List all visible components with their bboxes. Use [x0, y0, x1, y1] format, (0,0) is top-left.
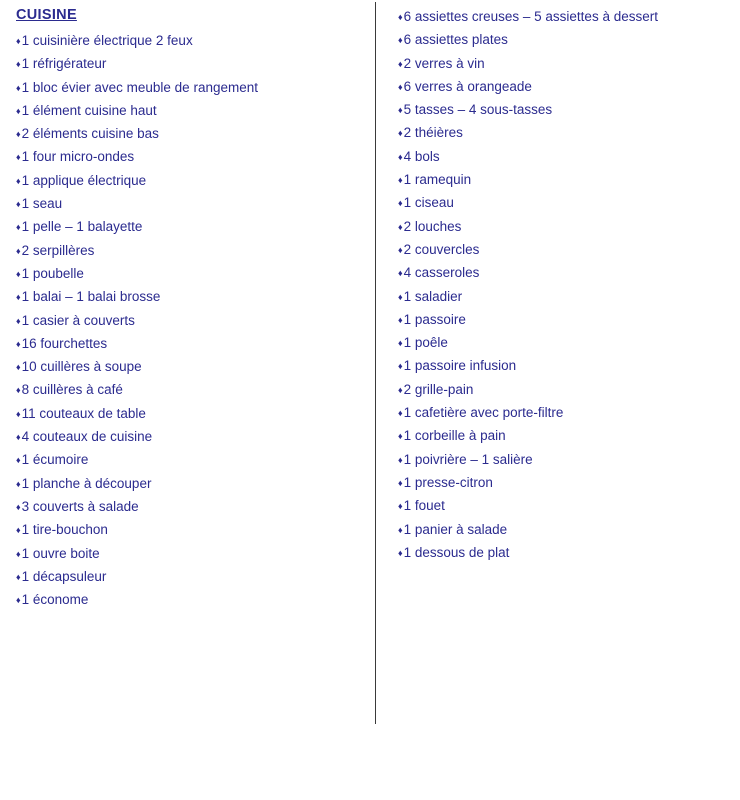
list-item-label: 1 passoire — [403, 311, 466, 327]
list-item-label: 1 panier à salade — [403, 521, 508, 537]
list-item-label: 1 applique électrique — [21, 172, 147, 188]
diamond-bullet-icon: ♦ — [398, 268, 403, 279]
list-item-label: 1 passoire infusion — [403, 358, 517, 374]
diamond-bullet-icon: ♦ — [16, 199, 21, 210]
list-item — [16, 589, 365, 612]
list-item — [398, 192, 732, 215]
list-item — [16, 170, 365, 193]
list-item — [16, 566, 365, 589]
diamond-bullet-icon: ♦ — [398, 338, 403, 349]
diamond-bullet-icon: ♦ — [398, 501, 403, 512]
diamond-bullet-icon: ♦ — [16, 245, 21, 256]
list-item — [16, 146, 365, 169]
list-item — [398, 29, 732, 52]
diamond-bullet-icon: ♦ — [398, 477, 403, 488]
list-item-label: 4 couteaux de cuisine — [21, 429, 153, 445]
diamond-bullet-icon: ♦ — [16, 408, 21, 419]
list-item — [398, 76, 732, 99]
list-item-label: 10 cuillères à soupe — [21, 359, 142, 375]
list-item-label: 1 réfrigérateur — [21, 56, 107, 72]
list-item-label: 6 verres à orangeade — [403, 78, 532, 94]
list-item — [398, 53, 732, 76]
list-item-label: 8 cuillères à café — [21, 382, 123, 398]
list-item — [398, 519, 732, 542]
list-item — [16, 286, 365, 309]
list-item — [398, 542, 732, 565]
list-item-label: 2 éléments cuisine bas — [21, 126, 159, 142]
list-item — [398, 99, 732, 122]
list-item-label: 3 couverts à salade — [21, 498, 139, 514]
diamond-bullet-icon: ♦ — [398, 524, 403, 535]
diamond-bullet-icon: ♦ — [398, 408, 403, 419]
diamond-bullet-icon: ♦ — [398, 81, 403, 92]
list-item — [16, 30, 365, 53]
diamond-bullet-icon: ♦ — [16, 571, 21, 582]
list-item-label: 1 corbeille à pain — [403, 428, 506, 444]
list-item-label: 1 presse-citron — [403, 474, 493, 490]
list-item-label: 1 décapsuleur — [21, 568, 107, 584]
list-item-label: 1 dessous de plat — [403, 544, 510, 560]
diamond-bullet-icon: ♦ — [398, 151, 403, 162]
list-item — [16, 449, 365, 472]
list-item-label: 4 bols — [403, 148, 440, 164]
list-item — [398, 286, 732, 309]
diamond-bullet-icon: ♦ — [16, 362, 21, 373]
list-item-label: 1 seau — [21, 196, 63, 212]
diamond-bullet-icon: ♦ — [398, 221, 403, 232]
diamond-bullet-icon: ♦ — [16, 129, 21, 140]
list-item-label: 6 assiettes plates — [403, 32, 508, 48]
list-item — [398, 216, 732, 239]
list-item — [398, 449, 732, 472]
list-item-label: 1 bloc évier avec meuble de rangement — [21, 79, 258, 95]
list-item-label: 1 poivrière – 1 salière — [403, 451, 533, 467]
diamond-bullet-icon: ♦ — [16, 455, 21, 466]
diamond-bullet-icon: ♦ — [16, 478, 21, 489]
diamond-bullet-icon: ♦ — [398, 128, 403, 139]
diamond-bullet-icon: ♦ — [398, 291, 403, 302]
list-item — [398, 262, 732, 285]
list-item — [16, 543, 365, 566]
list-item — [16, 240, 365, 263]
diamond-bullet-icon: ♦ — [16, 595, 21, 606]
diamond-bullet-icon: ♦ — [398, 244, 403, 255]
diamond-bullet-icon: ♦ — [398, 384, 403, 395]
diamond-bullet-icon: ♦ — [398, 35, 403, 46]
diamond-bullet-icon: ♦ — [16, 315, 21, 326]
list-item — [398, 472, 732, 495]
list-item-label: 11 couteaux de table — [21, 405, 146, 421]
list-item-label: 1 écumoire — [21, 452, 89, 468]
left-column-item-list — [16, 30, 365, 612]
diamond-bullet-icon: ♦ — [16, 385, 21, 396]
list-item-label: 2 louches — [403, 218, 462, 234]
list-item-label: 4 casseroles — [403, 265, 480, 281]
list-item — [398, 6, 732, 29]
list-item-label: 2 théières — [403, 125, 463, 141]
list-item-label: 1 cafetière avec porte-filtre — [403, 405, 564, 421]
diamond-bullet-icon: ♦ — [16, 548, 21, 559]
list-item-label: 1 ciseau — [403, 195, 454, 211]
list-item — [398, 332, 732, 355]
list-item — [398, 402, 732, 425]
diamond-bullet-icon: ♦ — [16, 36, 21, 46]
diamond-bullet-icon: ♦ — [398, 454, 403, 465]
list-item-label: 16 fourchettes — [21, 335, 108, 351]
list-item — [16, 519, 365, 542]
list-item — [398, 379, 732, 402]
list-item-label: 1 tire-bouchon — [21, 522, 108, 538]
diamond-bullet-icon: ♦ — [398, 361, 403, 372]
list-item — [398, 495, 732, 518]
diamond-bullet-icon: ♦ — [16, 175, 21, 186]
diamond-bullet-icon: ♦ — [16, 338, 21, 349]
list-item-label: 1 balai – 1 balai brosse — [21, 289, 161, 305]
diamond-bullet-icon: ♦ — [16, 82, 21, 93]
diamond-bullet-icon: ♦ — [398, 314, 403, 325]
list-item — [16, 403, 365, 426]
list-item-label: 1 four micro-ondes — [21, 149, 135, 165]
diamond-bullet-icon: ♦ — [398, 547, 403, 558]
diamond-bullet-icon: ♦ — [16, 432, 21, 443]
list-item-label: 2 verres à vin — [403, 55, 485, 71]
list-item-label: 1 économe — [21, 592, 89, 608]
list-item — [398, 122, 732, 145]
diamond-bullet-icon: ♦ — [16, 59, 21, 70]
list-item — [16, 310, 365, 333]
list-item — [16, 77, 365, 100]
list-item — [16, 379, 365, 402]
list-item-label: 2 serpillères — [21, 242, 95, 258]
list-item-label: 1 planche à découper — [21, 475, 152, 491]
diamond-bullet-icon: ♦ — [16, 268, 21, 279]
list-item — [16, 193, 365, 216]
diamond-bullet-icon: ♦ — [16, 222, 21, 233]
list-item-label: 1 ramequin — [403, 172, 472, 188]
right-column — [376, 0, 740, 565]
list-item — [16, 216, 365, 239]
list-item-label: 1 fouet — [403, 498, 445, 514]
list-item — [16, 123, 365, 146]
list-item-label: 1 pelle – 1 balayette — [21, 219, 143, 235]
diamond-bullet-icon: ♦ — [398, 431, 403, 442]
right-column-item-list — [398, 6, 732, 565]
diamond-bullet-icon: ♦ — [398, 12, 403, 22]
list-item — [16, 263, 365, 286]
list-item-label: 1 cuisinière électrique 2 feux — [21, 33, 193, 48]
list-item — [16, 473, 365, 496]
list-item — [16, 333, 365, 356]
list-item-label: 1 élément cuisine haut — [21, 102, 157, 118]
list-item — [398, 425, 732, 448]
diamond-bullet-icon: ♦ — [16, 105, 21, 116]
diamond-bullet-icon: ♦ — [398, 105, 403, 116]
diamond-bullet-icon: ♦ — [398, 175, 403, 186]
list-item — [398, 146, 732, 169]
list-item-label: 2 couvercles — [403, 241, 480, 257]
list-item — [16, 53, 365, 76]
list-item-label: 1 ouvre boite — [21, 545, 100, 561]
section-title-cuisine: CUISINE — [16, 7, 77, 23]
list-item-label: 6 assiettes creuses – 5 assiettes à dessert — [403, 9, 658, 24]
list-item-label: 1 casier à couverts — [21, 312, 135, 328]
diamond-bullet-icon: ♦ — [16, 501, 21, 512]
list-item — [16, 496, 365, 519]
diamond-bullet-icon: ♦ — [398, 58, 403, 69]
list-item-label: 5 tasses – 4 sous-tasses — [403, 102, 553, 118]
diamond-bullet-icon: ♦ — [16, 152, 21, 163]
list-item — [398, 355, 732, 378]
list-item — [398, 309, 732, 332]
list-item-label: 1 poêle — [403, 335, 448, 351]
list-item — [16, 100, 365, 123]
left-column — [0, 0, 375, 612]
list-item-label: 1 poubelle — [21, 265, 84, 281]
diamond-bullet-icon: ♦ — [16, 525, 21, 536]
list-item — [398, 169, 732, 192]
list-item — [16, 356, 365, 379]
list-item-label: 1 saladier — [403, 288, 463, 304]
list-item — [398, 239, 732, 262]
list-item — [16, 426, 365, 449]
diamond-bullet-icon: ♦ — [16, 292, 21, 303]
list-item-label: 2 grille-pain — [403, 381, 474, 397]
diamond-bullet-icon: ♦ — [398, 198, 403, 209]
